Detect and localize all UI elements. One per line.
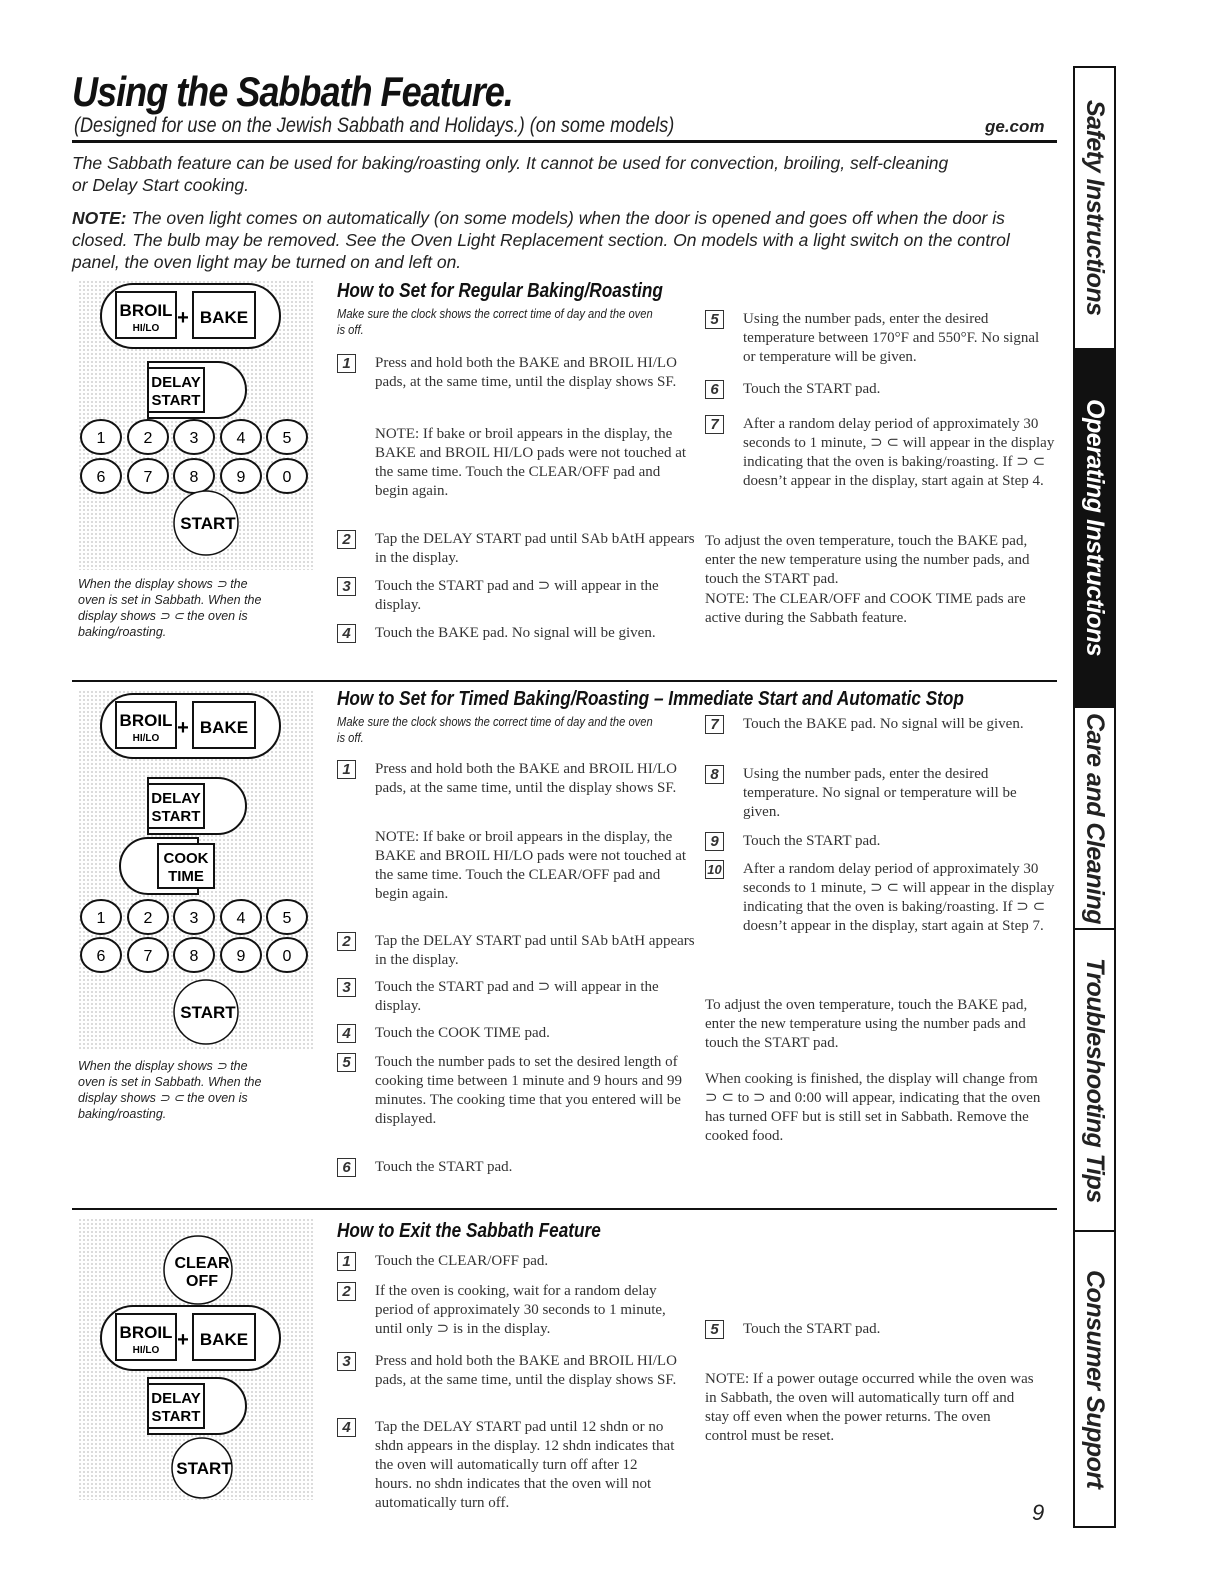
step-number: 10 [705,860,724,879]
step-text: Touch the START pad and ⊃ will appear in the display. [375,979,659,1014]
number-pad-label: 5 [282,910,292,927]
step [705,715,1055,734]
caption-line: baking/roasting. [78,625,167,639]
delay-start-label: START [151,808,201,825]
step-number: 5 [705,310,724,329]
sabbath-display-caption [78,576,308,640]
number-pad-label: 4 [236,910,246,927]
step-text: Touch the COOK TIME pad. [375,1025,550,1041]
step [337,760,697,798]
tab-care-and-cleaning[interactable] [1075,708,1114,928]
tab-troubleshooting-tips[interactable] [1075,930,1114,1230]
step-number: 6 [705,380,724,399]
cooking-finished-text: When cooking is finished, the display will change from ⊃ ⊂ to ⊃ and 0:00 will appear, indicating that the oven has turned OFF but is still set in Sabbath. Remove the cooked food. [705,1071,1041,1144]
step-number: 4 [337,1024,356,1043]
number-pad-label: 9 [236,469,246,486]
section-rule [72,680,1057,682]
control-panel-illustration-1 [78,280,313,570]
step-number: 9 [705,832,724,851]
number-pad-label: 7 [143,469,153,486]
step [337,1418,677,1513]
plus-sign: + [177,717,189,739]
step-number: 1 [337,354,356,373]
number-pad-label: 1 [96,430,106,447]
step-number: 1 [337,760,356,779]
number-pad-label: 9 [236,948,246,965]
section-note-clock: Make sure the clock shows the correct time of day and the oven is off. [337,306,653,337]
tab-label: Safety Instructions [1081,100,1109,316]
power-outage-note: NOTE: If a power outage occurred while the oven was in Sabbath, the oven will automatically turn off and stay off even when the power returns. The oven control must be reset. [705,1371,1034,1444]
broil-label: BROIL [119,1323,173,1342]
sabbath-display-caption [78,1058,308,1122]
step-number: 5 [705,1320,724,1339]
step-text: Using the number pads, enter the desired temperature between 170°F and 550°F. No signal or temperature will be given. [743,311,1040,365]
tab-label: Consumer Support [1081,1269,1109,1489]
step-text: Touch the START pad. [743,833,881,849]
plus-sign: + [177,1329,189,1351]
page-title: Using the Sabbath Feature. [72,68,513,115]
section-note-clock: Make sure the clock shows the correct time of day and the oven is off. [337,714,653,745]
step [705,380,1055,399]
intro-note [72,207,1057,273]
step [337,624,697,643]
delay-label: DELAY [151,374,201,391]
page-number: 9 [1032,1500,1045,1525]
step-text: Using the number pads, enter the desired temperature. No signal or temperature will be given. [743,766,1017,820]
step-text: Tap the DELAY START pad until SAb bAtH appears in the display. [375,531,695,566]
caption-line: oven is set in Sabbath. When the [78,1075,262,1089]
caption-line: When the display shows ⊃ the [78,577,248,591]
number-pad-label: 0 [282,948,292,965]
number-pad-label: 2 [143,910,153,927]
number-pad-label: 3 [189,430,199,447]
number-pad-label: 6 [96,469,106,486]
number-pad-label: 3 [189,910,199,927]
step-text: Touch the BAKE pad. No signal will be given. [375,625,656,641]
step [337,1053,697,1129]
number-pad-label: 8 [189,948,199,965]
control-panel-illustration-2 [78,690,313,1050]
number-pad-label: 0 [282,469,292,486]
clear-label: CLEAR [174,1255,230,1272]
step-text: Touch the BAKE pad. No signal will be given. [743,716,1024,732]
step-text: Touch the START pad and ⊃ will appear in the display. [375,578,659,613]
tab-label: Troubleshooting Tips [1081,957,1109,1203]
bake-label: BAKE [199,308,249,327]
step-text: Tap the DELAY START pad until 12 shdn or no shdn appears in the display. 12 shdn indicates that the oven will automatically turn off after 12 hours. no shdn indicates that the oven will not automatically turn off. [375,1419,675,1511]
caption-line: oven is set in Sabbath. When the [78,593,262,607]
step-number: 7 [705,715,724,734]
section-rule [72,1208,1057,1210]
cook-label: COOK [163,850,209,867]
delay-label: DELAY [151,790,201,807]
start-label: START [180,1003,236,1022]
step-text: Touch the number pads to set the desired length of cooking time between 1 minute and 9 hours and 99 minutes. The cooking time that you entered will be displayed. [375,1054,683,1127]
hilo-label: HI/LO [132,733,160,744]
site-link[interactable]: ge.com [985,117,1045,136]
time-label: TIME [168,868,204,885]
step-number: 2 [337,530,356,549]
step-number: 6 [337,1158,356,1177]
step-number: 2 [337,932,356,951]
hilo-label: HI/LO [132,1345,160,1356]
step-note: NOTE: If bake or broil appears in the display, the BAKE and BROIL HI/LO pads were not touched at the same time. Touch the CLEAR/OFF pad and begin again. [375,426,687,499]
off-label: OFF [186,1273,218,1290]
step [337,1282,697,1339]
step [337,978,697,1016]
step-text: Press and hold both the BAKE and BROIL HI/LO pads, at the same time, until the display shows SF. [375,355,677,390]
bake-label: BAKE [199,1330,249,1349]
section-tabs [1073,66,1116,1528]
step [337,1352,697,1390]
step-text: Tap the DELAY START pad until SAb bAtH appears in the display. [375,933,695,968]
control-panel-illustration-3 [78,1218,313,1500]
step-text: After a random delay period of approximately 30 seconds to 1 minute, ⊃ ⊂ will appear in the display indicating that the oven is baking/roasting. If ⊃ ⊂ doesn’t appear in the display, start again at Step 4. [743,416,1055,489]
adjust-temperature-text: To adjust the oven temperature, touch the BAKE pad, enter the new temperature using the number pads, and touch the START pad. [705,533,1030,587]
step [337,1252,697,1271]
step [337,1158,697,1177]
step [337,530,697,568]
active-pads-note: NOTE: The CLEAR/OFF and COOK TIME pads are active during the Sabbath feature. [705,591,1026,626]
step [705,860,1055,936]
delay-label: DELAY [151,1390,201,1407]
tab-consumer-support[interactable] [1075,1232,1114,1526]
tab-label: Care and Cleaning [1081,712,1109,924]
adjust-temperature-text: To adjust the oven temperature, touch the BAKE pad, enter the new temperature using the number pads and touch the START pad. [705,997,1028,1051]
step-number: 2 [337,1282,356,1301]
number-pad-label: 1 [96,910,106,927]
number-pad-label: 7 [143,948,153,965]
page-subtitle: (Designed for use on the Jewish Sabbath and Holidays.) (on some models) [74,114,675,137]
tab-label: Operating Instructions [1081,399,1109,657]
caption-line: display shows ⊃ ⊂ the oven is [78,1091,248,1105]
step-text: Touch the START pad. [743,1321,881,1337]
plus-sign: + [177,307,189,329]
step-number: 4 [337,624,356,643]
number-pad-label: 2 [143,430,153,447]
start-label: START [180,514,236,533]
step-number: 1 [337,1252,356,1271]
step [337,354,697,392]
note-text: The oven light comes on automatically (on some models) when the door is opened and goes off when the door is closed. The bulb may be removed. See the Oven Light Replacement section. On models with a light switch on the control panel, the oven light may be turned on and left on. [72,208,1010,272]
step-number: 3 [337,1352,356,1371]
number-pad-label: 4 [236,430,246,447]
step-number: 3 [337,978,356,997]
step-number: 4 [337,1418,356,1437]
delay-start-label: START [151,1408,201,1425]
caption-line: baking/roasting. [78,1107,167,1121]
section-heading-timed-baking: How to Set for Timed Baking/Roasting – Immediate Start and Automatic Stop [337,688,964,710]
tab-safety-instructions[interactable] [1075,68,1114,348]
step-text: Press and hold both the BAKE and BROIL HI/LO pads, at the same time, until the display shows SF. [375,1353,677,1388]
step-text: If the oven is cooking, wait for a random delay period of approximately 30 seconds to 1 minute, until only ⊃ is in the display. [375,1283,666,1337]
step-number: 3 [337,577,356,596]
step [705,832,1055,851]
step-number: 5 [337,1053,356,1072]
number-pad-label: 8 [189,469,199,486]
caption-line: display shows ⊃ ⊂ the oven is [78,609,248,623]
intro-text: The Sabbath feature can be used for baking/roasting only. It cannot be used for convection, broiling, self-cleaning or Delay Start cooking. [72,153,949,195]
number-pad-label: 5 [282,430,292,447]
tab-operating-instructions[interactable] [1075,350,1114,706]
step [337,577,697,615]
caption-line: When the display shows ⊃ the [78,1059,248,1073]
step [337,932,697,970]
delay-start-label: START [151,392,201,409]
section-heading-exit-sabbath: How to Exit the Sabbath Feature [337,1220,601,1242]
step-text: Touch the CLEAR/OFF pad. [375,1253,549,1269]
step [705,310,1055,367]
step-text: Press and hold both the BAKE and BROIL HI/LO pads, at the same time, until the display shows SF. [375,761,677,796]
broil-label: BROIL [119,301,173,320]
number-pad-label: 6 [96,948,106,965]
note-label: NOTE: [72,208,127,228]
broil-label: BROIL [119,711,173,730]
step [705,415,1055,491]
step-text: After a random delay period of approximately 30 seconds to 1 minute, ⊃ ⊂ will appear in the display indicating that the oven is baking/roasting. If ⊃ ⊂ doesn’t appear in the display, start again at Step 7. [743,861,1055,934]
step-text: Touch the START pad. [743,381,881,397]
header-rule [72,140,1057,143]
bake-label: BAKE [199,718,249,737]
step-text: Touch the START pad. [375,1159,513,1175]
step [705,1320,1050,1339]
step-note: NOTE: If bake or broil appears in the display, the BAKE and BROIL HI/LO pads were not touched at the same time. Touch the CLEAR/OFF pad and begin again. [375,829,687,902]
step [705,765,1055,822]
step-number: 8 [705,765,724,784]
step [337,1024,697,1043]
hilo-label: HI/LO [132,323,160,334]
start-label: START [176,1459,232,1478]
section-heading-regular-baking: How to Set for Regular Baking/Roasting [337,280,663,302]
step-number: 7 [705,415,724,434]
